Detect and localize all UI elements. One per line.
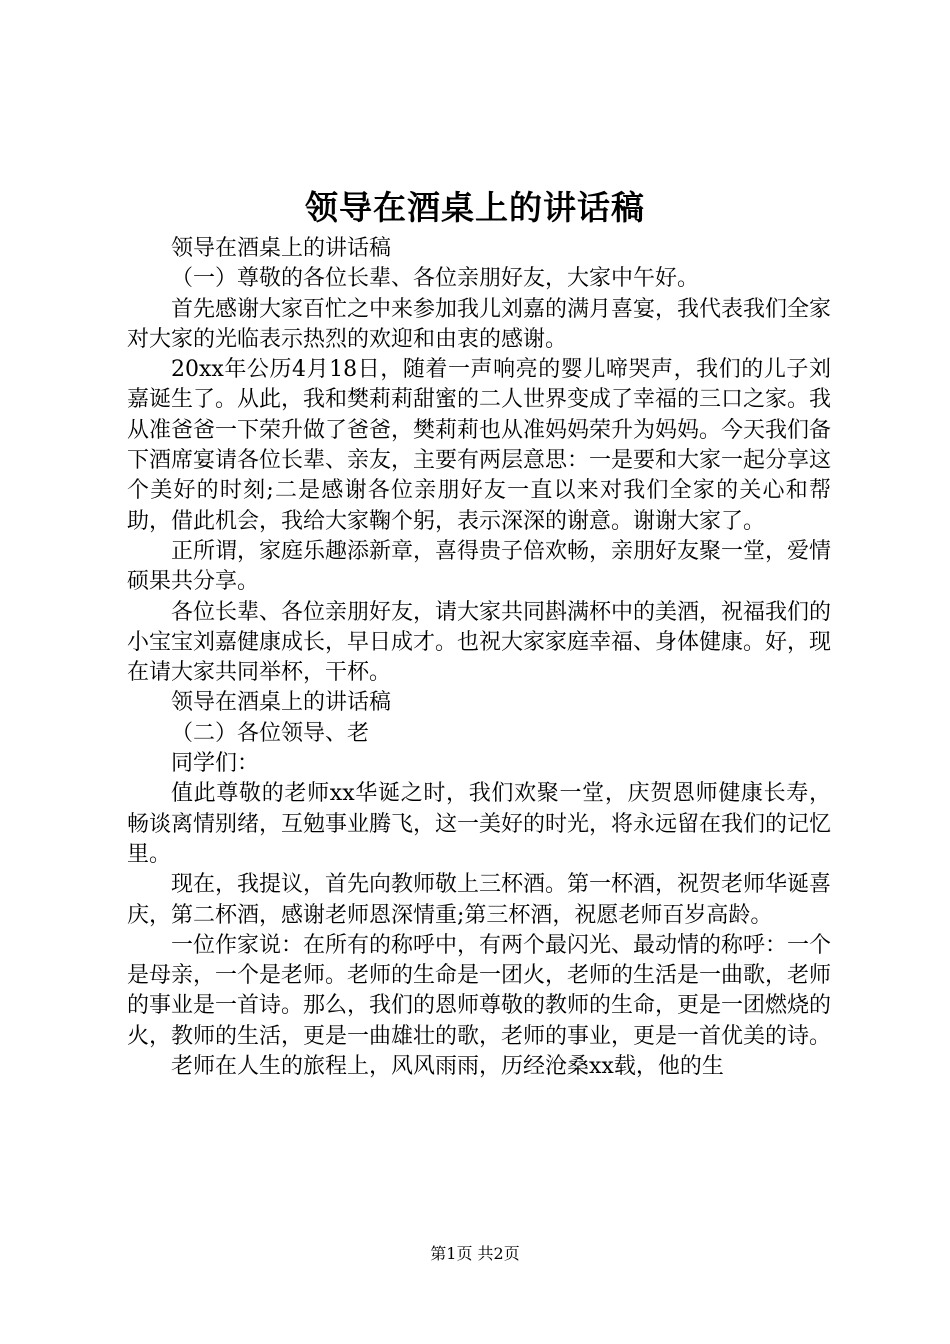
paragraph: （二）各位领导、老 bbox=[171, 720, 370, 746]
paragraph: 一位作家说：在所有的称呼中，有两个最闪光、最动情的称呼：一个是母亲，一个是老师。老师的生命是一团火，老师的生活是一曲歌，老师的事业是一首诗。那么，我们的恩师尊敬的教师的生命，更是一团燃烧的火，教师的生活，更是一曲雄壮的歌，老师的事业，更是一首优美的诗。 bbox=[127, 932, 832, 1049]
paragraph: 各位长辈、各位亲朋好友，请大家共同斟满杯中的美酒，祝福我们的小宝宝刘嘉健康成长，早日成才。也祝大家家庭幸福、身体健康。好，现在请大家共同举杯，干杯。 bbox=[127, 599, 832, 686]
paragraph: 值此尊敬的老师xx华诞之时，我们欢聚一堂，庆贺恩师健康长寿，畅谈离情别绪，互勉事业腾飞，这一美好的时光，将永远留在我们的记忆里。 bbox=[127, 781, 832, 867]
paragraph: 正所谓，家庭乐趣添新章，喜得贵子倍欢畅，亲朋好友聚一堂，爱情硕果共分享。 bbox=[127, 538, 832, 595]
document-body bbox=[127, 234, 831, 1082]
paragraph: 同学们： bbox=[171, 751, 260, 777]
paragraph: 老师在人生的旅程上，风风雨雨，历经沧桑xx载，他的生 bbox=[171, 1054, 724, 1080]
paragraph: 领导在酒桌上的讲话稿 bbox=[171, 236, 392, 261]
page-footer: 第1页 共2页 bbox=[430, 1244, 520, 1263]
document-title: 领导在酒桌上的讲话稿 bbox=[305, 188, 645, 227]
paragraph: 现在，我提议，首先向教师敬上三杯酒。第一杯酒，祝贺老师华诞喜庆，第二杯酒，感谢老师恩深情重;第三杯酒，祝愿老师百岁高龄。 bbox=[127, 872, 832, 928]
paragraph: 20xx年公历4月18日，随着一声响亮的婴儿啼哭声，我们的儿子刘嘉诞生了。从此，我和樊莉莉甜蜜的二人世界变成了幸福的三口之家。我从准爸爸一下荣升做了爸爸，樊莉莉也从准妈妈荣升为妈妈。今天我们备下酒席宴请各位长辈、亲友，主要有两层意思：一是要和大家一起分享这个美好的时刻;二是感谢各位亲朋好友一直以来对我们全家的关心和帮助，借此机会，我给大家鞠个躬，表示深深的谢意。谢谢大家了。 bbox=[127, 357, 832, 534]
paragraph: 领导在酒桌上的讲话稿 bbox=[171, 690, 392, 716]
paragraph: （一）尊敬的各位长辈、各位亲朋好友，大家中午好。 bbox=[171, 266, 700, 292]
paragraph: 首先感谢大家百忙之中来参加我儿刘嘉的满月喜宴，我代表我们全家对大家的光临表示热烈的欢迎和由衷的感谢。 bbox=[127, 296, 832, 352]
